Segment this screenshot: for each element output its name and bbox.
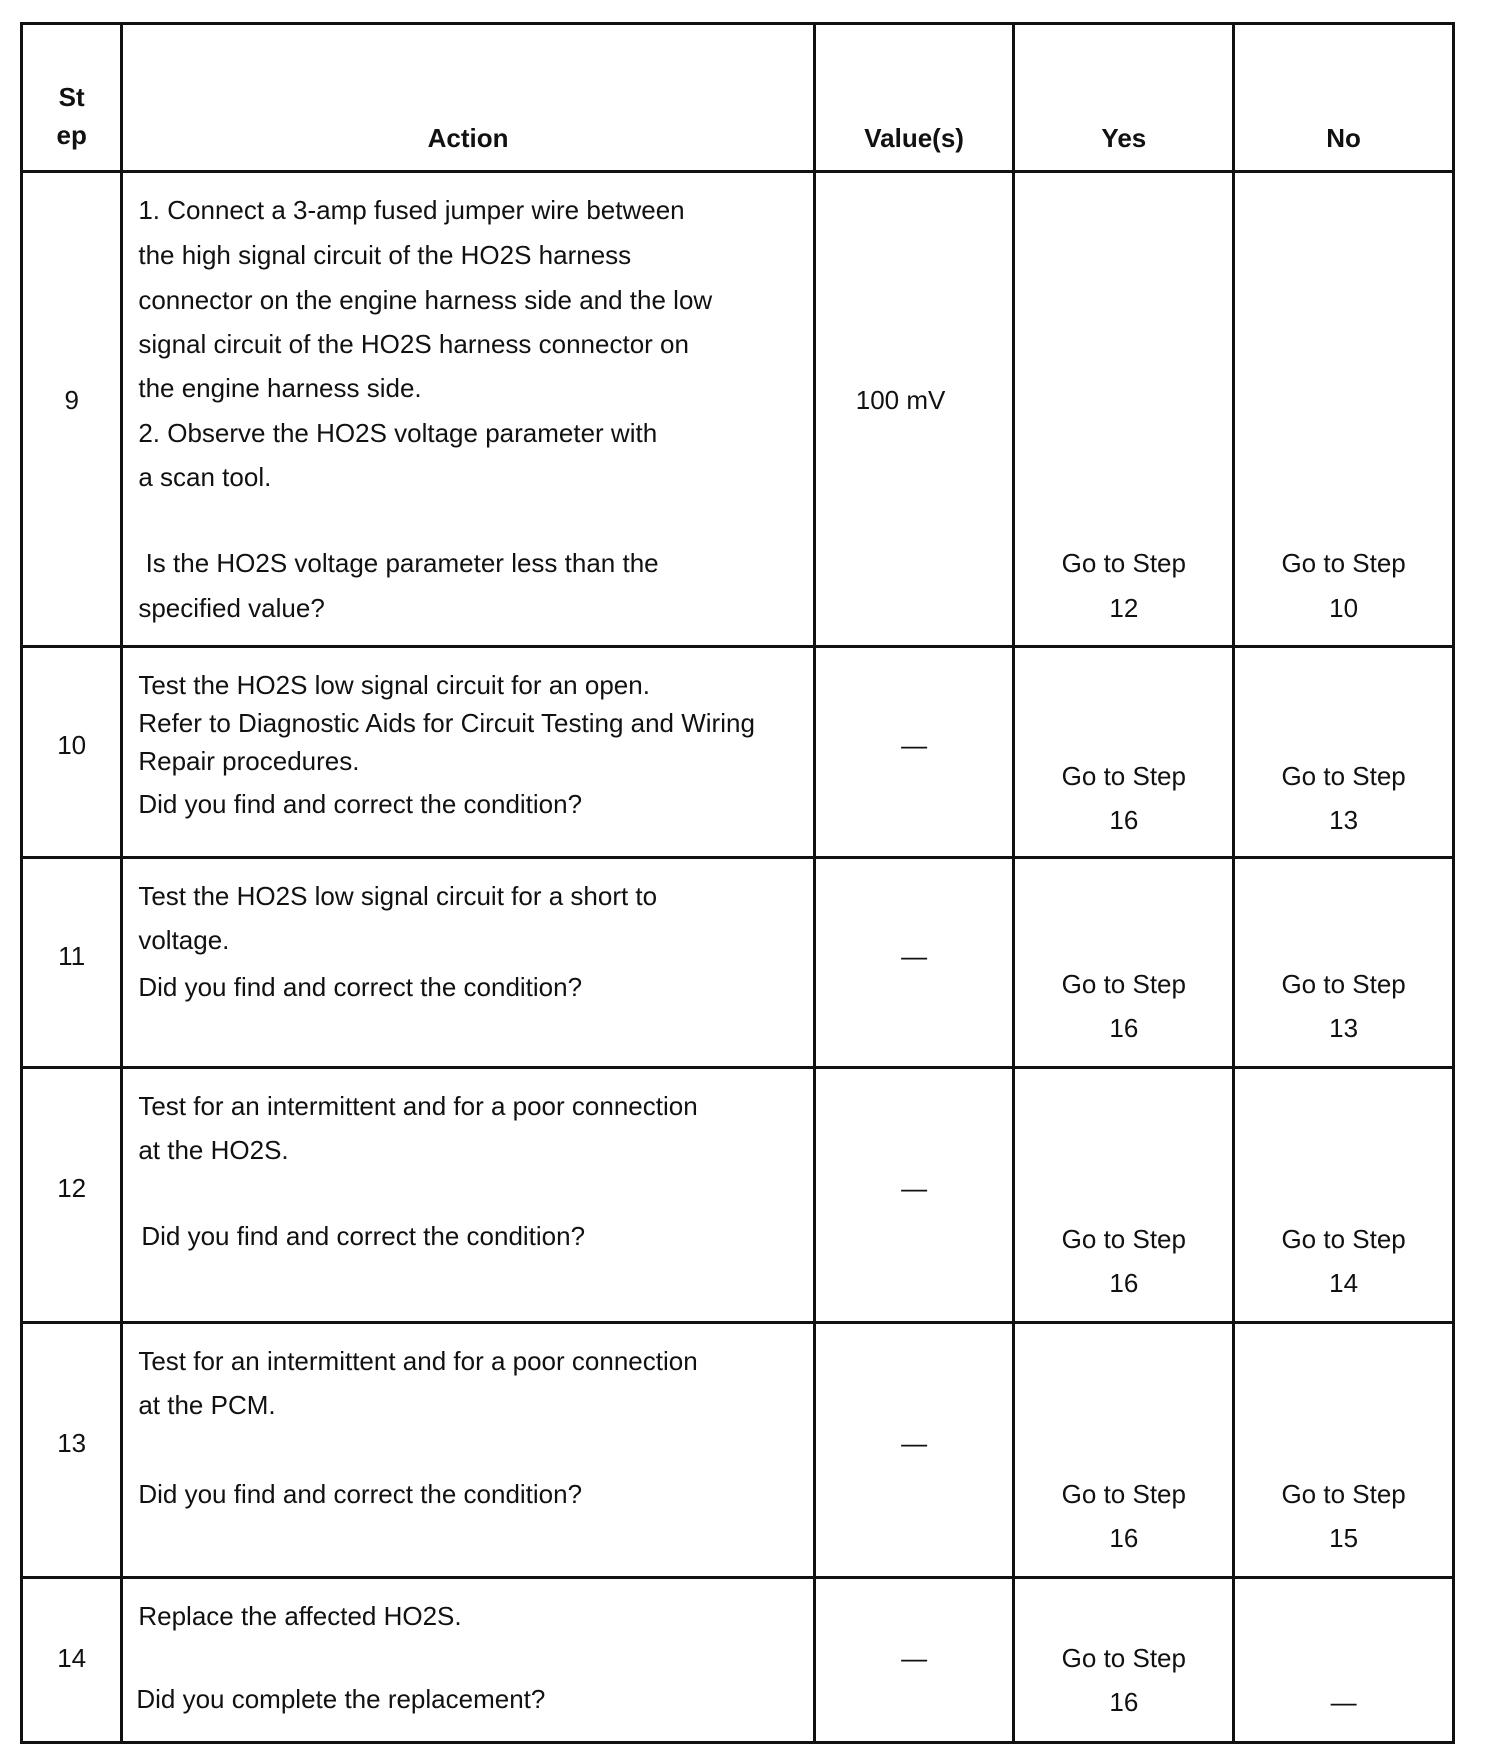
action-line: Test for an intermittent and for a poor connection bbox=[138, 1346, 698, 1376]
step-cell: 9 bbox=[22, 172, 122, 647]
action-line: Refer to Diagnostic Aids for Circuit Testing and Wiring bbox=[138, 708, 755, 738]
header-no: No bbox=[1234, 24, 1454, 172]
action-line: the high signal circuit of the HO2S harness bbox=[138, 240, 632, 270]
value-cell: — bbox=[814, 1068, 1014, 1323]
yes-cell: Go to Step 16 bbox=[1014, 647, 1234, 858]
action-line: Test for an intermittent and for a poor connection bbox=[138, 1091, 698, 1121]
yes-cell: Go to Step 16 bbox=[1014, 1068, 1234, 1323]
no-cell: Go to Step 13 bbox=[1234, 647, 1454, 858]
action-line: Test the HO2S low signal circuit for an open. bbox=[138, 670, 650, 700]
table-row-step-10 bbox=[22, 647, 1454, 858]
action-cell bbox=[122, 172, 814, 647]
yes-cell: Go to Step 16 bbox=[1014, 1578, 1234, 1743]
no-cell: Go to Step 10 bbox=[1234, 172, 1454, 647]
header-yes: Yes bbox=[1014, 24, 1234, 172]
step-cell: 12 bbox=[22, 1068, 122, 1323]
diagnostic-table bbox=[20, 22, 1455, 1744]
action-line: voltage. bbox=[138, 925, 230, 955]
table-row-step-11 bbox=[22, 858, 1454, 1068]
action-line: at the HO2S. bbox=[138, 1135, 289, 1165]
value-cell: — bbox=[814, 1578, 1014, 1743]
no-cell: Go to Step 14 bbox=[1234, 1068, 1454, 1323]
action-line: Did you find and correct the condition? bbox=[141, 1221, 586, 1251]
action-line: specified value? bbox=[138, 593, 325, 623]
header-step: St ep bbox=[22, 24, 122, 172]
table-row-step-9 bbox=[22, 172, 1454, 647]
value-cell: — bbox=[814, 1323, 1014, 1578]
action-line: Replace the affected HO2S. bbox=[138, 1601, 462, 1631]
step-cell: 14 bbox=[22, 1578, 122, 1743]
value-cell: — bbox=[814, 858, 1014, 1068]
action-line: 1. Connect a 3-amp fused jumper wire between bbox=[138, 195, 685, 225]
step-cell: 11 bbox=[22, 858, 122, 1068]
action-line: Did you find and correct the condition? bbox=[138, 1479, 583, 1509]
action-line: signal circuit of the HO2S harness connector on bbox=[138, 329, 689, 359]
action-line: Test the HO2S low signal circuit for a short to bbox=[138, 881, 658, 911]
action-cell bbox=[122, 1323, 814, 1578]
step-cell: 13 bbox=[22, 1323, 122, 1578]
no-cell: Go to Step 13 bbox=[1234, 858, 1454, 1068]
action-line: Is the HO2S voltage parameter less than the bbox=[138, 548, 659, 578]
table-row-step-12 bbox=[22, 1068, 1454, 1323]
value-cell: 100 mV bbox=[814, 172, 1014, 647]
action-line: Did you find and correct the condition? bbox=[138, 972, 583, 1002]
header-action: Action bbox=[122, 24, 814, 172]
yes-cell: Go to Step 12 bbox=[1014, 172, 1234, 647]
action-line: Did you find and correct the condition? bbox=[138, 789, 583, 819]
no-cell: — bbox=[1234, 1578, 1454, 1743]
action-cell bbox=[122, 1068, 814, 1323]
action-line: at the PCM. bbox=[138, 1390, 276, 1420]
action-cell bbox=[122, 1578, 814, 1743]
action-line: the engine harness side. bbox=[138, 373, 422, 403]
value-cell: — bbox=[814, 647, 1014, 858]
action-line: connector on the engine harness side and the low bbox=[138, 285, 713, 315]
action-line: 2. Observe the HO2S voltage parameter with bbox=[138, 418, 658, 448]
yes-cell: Go to Step 16 bbox=[1014, 1323, 1234, 1578]
action-cell bbox=[122, 647, 814, 858]
header-values: Value(s) bbox=[814, 24, 1014, 172]
action-line: Repair procedures. bbox=[138, 746, 360, 776]
no-cell: Go to Step 15 bbox=[1234, 1323, 1454, 1578]
header-row bbox=[22, 24, 1454, 172]
action-line: Did you complete the replacement? bbox=[136, 1684, 546, 1714]
action-line: a scan tool. bbox=[138, 462, 272, 492]
yes-cell: Go to Step 16 bbox=[1014, 858, 1234, 1068]
step-cell: 10 bbox=[22, 647, 122, 858]
table-row-step-13 bbox=[22, 1323, 1454, 1578]
action-cell bbox=[122, 858, 814, 1068]
table-row-step-14 bbox=[22, 1578, 1454, 1743]
